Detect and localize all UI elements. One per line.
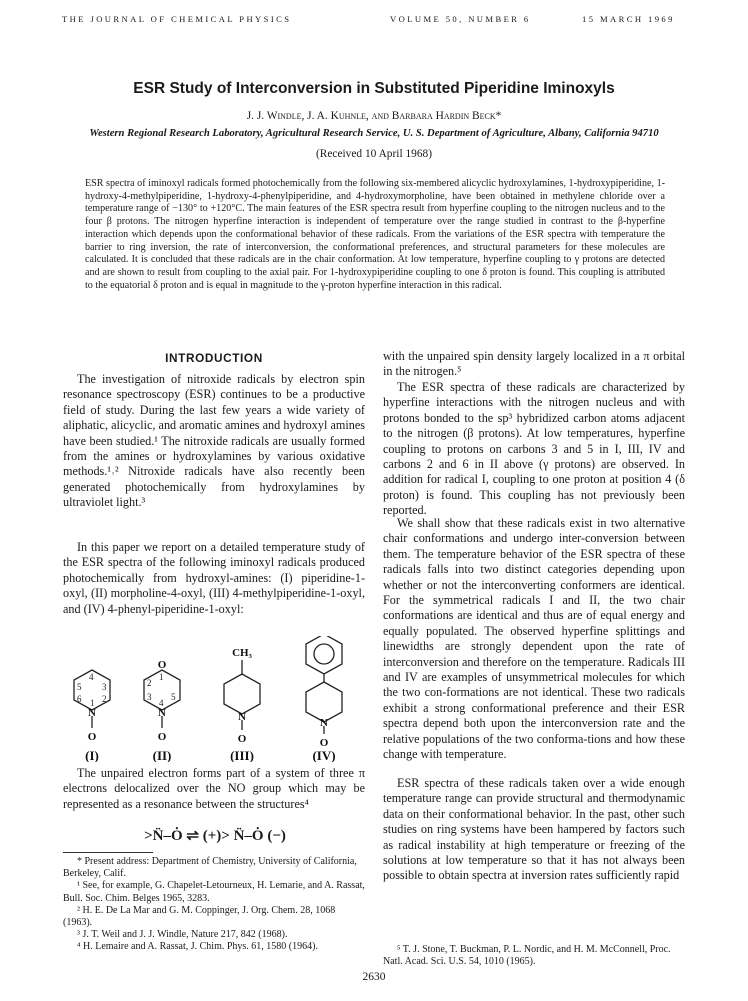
oxygen-iii: O <box>237 733 247 745</box>
methyl-group: CH₃ <box>232 647 252 659</box>
footnote-rule <box>63 852 153 853</box>
chemical-structures <box>60 636 370 762</box>
intro-paragraph-1: The investigation of nitroxide radicals by electron spin resonance spectroscopy (ESR) continues to be a productive field of study. During the last few years a wide variety of aliphatic, alicyclic, and aromatic amines and hydroxyl amines have been studied.¹ The nitroxide radicals are usually formed from the amines or hydroxylamines by various oxidative methods.¹˒² Nitroxide radicals have also recently been generated photochemically from hydroxylamines by ultraviolet light.³ <box>63 372 365 510</box>
footnote: ¹ See, for example, G. Chapelet-Letourneux, H. Lemarie, and A. Rassat, Bull. Soc. Chim. Belges 1965, 3283. <box>63 880 365 904</box>
footnotes-right <box>383 944 685 968</box>
structure-iv-phenyl-circle <box>314 644 334 664</box>
author-list: J. J. Windle, J. A. Kuhnle, and Barbara Hardin Beck* <box>246 110 502 122</box>
ring-number: 3 <box>147 692 152 702</box>
structure-iv-ring <box>306 682 342 722</box>
right-paragraph-0: with the unpaired spin density largely localized in a π orbital in the nitrogen.⁵ <box>383 349 685 379</box>
journal-name: THE JOURNAL OF CHEMICAL PHYSICS <box>62 14 292 24</box>
ring-number: 1 <box>90 698 95 708</box>
abstract: ESR spectra of iminoxyl radicals formed photochemically from the following six-membered alicyclic hydroxylamines, 1-hydroxypiperidine, 1-hydroxy-4-methylpiperidine, 1-hydroxy-4-phenylpiperidine, and 4-hydroxymorpholine, have been obtained in methylene chloride over a temperature range of −130° to +120°C. The main features of the ESR spectra result from hyperfine coupling to the nitrogen nucleus and to the four β protons. The nitrogen hyperfine interaction is independent of temperature over the range studied in contrast to the β-hyperfine interaction which depends upon the conformational behavior of these radicals. From the variations of the ESR spectra with temperature the barrier to ring inversion, the rate of interconversion, the conformational preferences, and structural parameters for these molecules are calculated. It is concluded that these radicals are in the chair conformation. At low temperature, hyperfine coupling to γ protons are detected and are shown to result from coupling to the axial pair. For 1-hydroxypiperidine coupling to one δ proton is found. This coupling is attributed to the equatorial δ proton and is equal in magnitude to the γ-proton hyperfine interaction in this radical. <box>85 178 665 291</box>
ring-number: 4 <box>159 698 164 708</box>
volume-number: VOLUME 50, NUMBER 6 <box>390 14 531 24</box>
right-paragraph-2: We shall show that these radicals exist in two alternative chair conformations and undergo inter-conversion between them. The temperature behavior of the ESR spectra of these radicals falls into two distinct categories depending upon whether or not the interconverting conformers are identical. For the symmetrical radicals I and II, the two chair conformations are identical and thus are of equal energy and equally populated. The observed hyperfine splittings and linewidths are strongly dependent upon the rate of interconversion and therefore on the temperature. Radicals III and IV are examples of unsymmetrical molecules for which the two con-formations are not identical. These two radicals exhibit a strong conformational preference and their ESR spectra depend both upon the interconversion rate and the relative populations of the two conforma-tions and how these change with temperature. <box>383 516 685 762</box>
page-number: 2630 <box>362 971 386 983</box>
intro-paragraph-3: The unpaired electron forms part of a system of three π electrons delocalized over the NO group which may be represented as a resonance between the structures⁴ <box>63 766 365 811</box>
right-paragraph-1: The ESR spectra of these radicals are characterized by hyperfine interactions with the nitrogen nucleus and with protons bonded to the sp³ hybridized carbon atoms adjacent to the nitrogen (β protons). At low temperatures, hyperfine coupling to protons on carbons 3 and 5 in I, III, IV and carbons 2 and 6 in II above (γ protons) are observed. In addition for radical I, coupling to one proton at position 4 (δ proton) is found. This coupling has not previously been reported. <box>383 380 685 518</box>
ring-number: 3 <box>102 682 107 692</box>
oxygen-i: O <box>87 731 97 743</box>
oxygen-iv: O <box>319 737 329 749</box>
nitrogen-iii: N <box>238 711 246 723</box>
label-iii: (III) <box>230 748 254 762</box>
received-date: (Received 10 April 1968) <box>315 148 433 160</box>
footnotes-left <box>63 856 365 954</box>
issue-date: 15 MARCH 1969 <box>582 14 675 24</box>
intro-paragraph-2: In this paper we report on a detailed temperature study of the ESR spectra of the following iminoxyl radicals produced photochemically from hydroxyl-amines: (I) piperidine-1-oxyl, (II) morpholine-4-oxyl, (III) 4-methylpiperidine-1-oxyl, and (IV) 4-phenyl-piperidine-1-oxyl: <box>63 540 365 616</box>
paper-title: ESR Study of Interconversion in Substituted Piperidine Iminoxyls <box>133 80 615 97</box>
ring-number: 4 <box>89 672 94 682</box>
ring-number: 2 <box>147 678 152 688</box>
affiliation: Western Regional Research Laboratory, Agricultural Research Service, U. S. Department of Agriculture, Albany, California 94710 <box>89 128 659 139</box>
section-heading-introduction: INTRODUCTION <box>165 351 263 365</box>
ring-number: 1 <box>159 672 164 682</box>
footnote: * Present address: Department of Chemistry, University of California, Berkeley, Calif. <box>63 856 357 880</box>
ring-number: 6 <box>77 694 82 704</box>
label-ii: (II) <box>152 748 172 762</box>
structure-iv-phenyl <box>306 636 342 674</box>
nitrogen-i: N <box>88 707 96 719</box>
ring-number: 5 <box>171 692 176 702</box>
nitrogen-iv: N <box>320 717 328 729</box>
footnote: ² H. E. De La Mar and G. M. Coppinger, J. Org. Chem. 28, 1068 (1963). <box>63 904 336 929</box>
resonance-structure: >N̈–Ȯ ⇌ (+)> N̈–Ȯ (−) <box>144 828 286 844</box>
footnote: ⁴ H. Lemaire and A. Rassat, J. Chim. Phys. 61, 1580 (1964). <box>77 941 318 953</box>
oxygen-ii: O <box>157 731 167 743</box>
footnote: ⁵ T. J. Stone, T. Buckman, P. L. Nordic, and H. M. McConnell, Proc. Natl. Acad. Sci. U.S. 54, 1010 (1965). <box>383 944 671 968</box>
label-iv: (IV) <box>312 748 336 762</box>
ring-number: 5 <box>77 682 82 692</box>
footnote: ³ J. T. Weil and J. J. Windle, Nature 217, 842 (1968). <box>77 929 288 941</box>
structure-iii-ring <box>224 674 260 714</box>
ring-number: 2 <box>102 694 107 704</box>
right-paragraph-3: ESR spectra of these radicals taken over a wide enough temperature range can provide structural and thermodynamic data on their conformational behavior. In the past, other such studies on ring systems have been hampered by factors such as radical instability at high temperature or freezing of the solutions at low temperature so that it has not always been possible to obtain spectra at inversion rates sufficiently rapid <box>383 776 685 883</box>
oxygen-ring-ii: O <box>157 659 167 671</box>
label-i: (I) <box>85 748 99 762</box>
nitrogen-ii: N <box>158 707 166 719</box>
